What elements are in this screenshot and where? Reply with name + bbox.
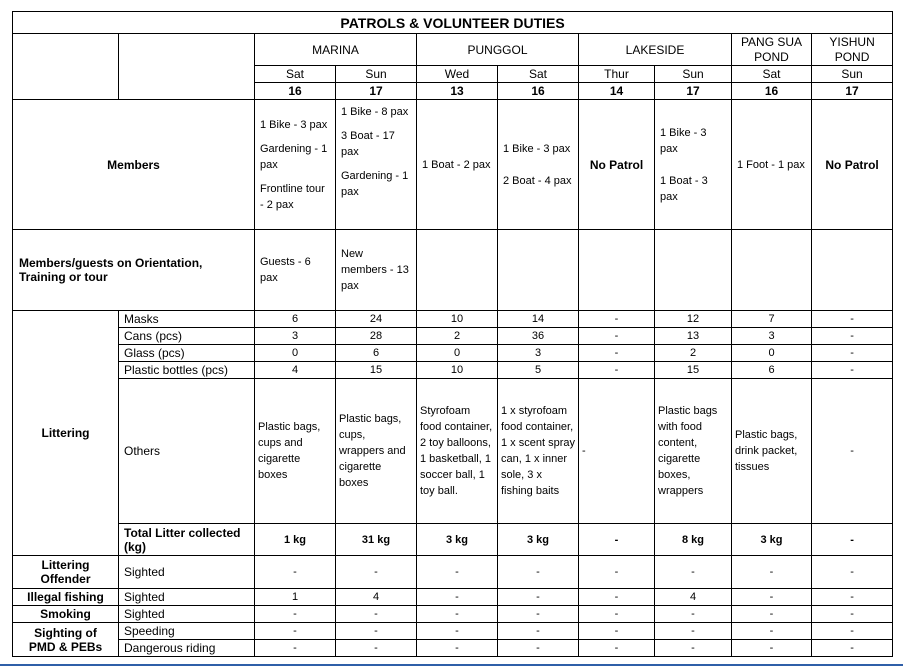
littering-offender-line2: Offender (40, 572, 91, 586)
others-cell: Styrofoam food container, 2 toy balloons, 1 basketball, 1 soccer ball, 1 toy ball. (417, 379, 498, 524)
members-entry: 1 Boat - 3 pax (660, 174, 708, 203)
cans-cell: 2 (417, 328, 498, 345)
glass-cell: 0 (732, 345, 812, 362)
plastic-bottles-cell: 4 (255, 362, 336, 379)
cans-cell: 28 (336, 328, 417, 345)
speeding-cell: - (579, 623, 655, 640)
glass-cell: 3 (498, 345, 579, 362)
date-cell: 17 (655, 83, 732, 100)
total-label-line1: Total Litter collected (124, 525, 241, 540)
speeding-label: Speeding (119, 623, 255, 640)
others-cell: - (579, 379, 655, 524)
fishing-cell: - (417, 589, 498, 606)
members-entry: 3 Boat - 17 pax (341, 130, 395, 158)
others-cell: Plastic bags, cups, wrappers and cigarette boxes (336, 379, 417, 524)
littering-offender-line1: Littering (41, 558, 90, 572)
members-label: Members (13, 100, 255, 230)
masks-cell: - (579, 311, 655, 328)
sighted-label: Sighted (119, 606, 255, 623)
offender-cell: - (655, 556, 732, 589)
cans-cell: 3 (732, 328, 812, 345)
offender-cell: - (579, 556, 655, 589)
plastic-bottles-cell: 15 (336, 362, 417, 379)
patrol-duties-table (12, 11, 893, 657)
dangerous-cell: - (579, 640, 655, 657)
smoking-cell: - (579, 606, 655, 623)
offender-cell: - (812, 556, 893, 589)
masks-label: Masks (119, 311, 255, 328)
orientation-label-line2: Training or tour (19, 270, 108, 284)
dangerous-cell: - (255, 640, 336, 657)
smoking-cell: - (655, 606, 732, 623)
masks-cell: 12 (655, 311, 732, 328)
fishing-cell: - (579, 589, 655, 606)
plastic-bottles-cell: 15 (655, 362, 732, 379)
others-cell: 1 x styrofoam food container, 1 x scent spray can, 1 x inner sole, 3 x fishing baits (498, 379, 579, 524)
date-cell: 16 (732, 83, 812, 100)
date-cell: 13 (417, 83, 498, 100)
location-yishun-line1: YISHUN (829, 34, 875, 49)
members-entry: 1 Bike - 8 pax (341, 106, 409, 118)
plastic-bottles-label: Plastic bottles (pcs) (119, 362, 255, 379)
fishing-cell: 4 (336, 589, 417, 606)
location-punggol: PUNGGOL (417, 34, 579, 66)
date-cell: 17 (336, 83, 417, 100)
date-cell: 16 (255, 83, 336, 100)
glass-cell: 2 (655, 345, 732, 362)
total-row (13, 524, 893, 556)
bottom-divider (0, 664, 903, 666)
glass-label: Glass (pcs) (119, 345, 255, 362)
littering-offender-row (13, 556, 893, 589)
dangerous-cell: - (812, 640, 893, 657)
glass-cell: 6 (336, 345, 417, 362)
speeding-cell: - (732, 623, 812, 640)
members-entry: Frontline tour - 2 pax (260, 182, 325, 211)
masks-cell: 10 (417, 311, 498, 328)
masks-cell: 6 (255, 311, 336, 328)
masks-row (13, 311, 893, 328)
speeding-cell: - (417, 623, 498, 640)
smoking-cell: - (732, 606, 812, 623)
littering-label: Littering (13, 311, 119, 556)
members-cell-lakeside-thur: No Patrol (579, 100, 655, 230)
glass-cell: 0 (255, 345, 336, 362)
fishing-cell: 1 (255, 589, 336, 606)
orientation-row (13, 230, 893, 311)
orientation-label-line1: Members/guests on Orientation, (19, 256, 203, 270)
masks-cell: 24 (336, 311, 417, 328)
duties-table-wrapper (12, 11, 892, 657)
page-title: PATROLS & VOLUNTEER DUTIES (13, 12, 893, 34)
total-cell: 3 kg (498, 524, 579, 556)
smoking-cell: - (336, 606, 417, 623)
members-cell-punggol-wed: 1 Boat - 2 pax (417, 100, 498, 230)
location-marina: MARINA (255, 34, 417, 66)
day-cell: Sun (336, 66, 417, 83)
orientation-cell-marina-sat: Guests - 6 pax (255, 230, 336, 311)
glass-cell: 0 (417, 345, 498, 362)
sighted-label: Sighted (119, 556, 255, 589)
header-blank-left (13, 34, 119, 100)
cans-cell: 13 (655, 328, 732, 345)
cans-cell: - (812, 328, 893, 345)
total-cell: 3 kg (732, 524, 812, 556)
total-cell: - (579, 524, 655, 556)
smoking-cell: - (812, 606, 893, 623)
others-cell: Plastic bags, cups and cigarette boxes (255, 379, 336, 524)
smoking-row (13, 606, 893, 623)
cans-cell: 36 (498, 328, 579, 345)
others-row (13, 379, 893, 524)
cans-row (13, 328, 893, 345)
offender-cell: - (417, 556, 498, 589)
cans-cell: 3 (255, 328, 336, 345)
others-cell: Plastic bags with food content, cigarette boxes, wrappers (655, 379, 732, 524)
fishing-cell: 4 (655, 589, 732, 606)
fishing-cell: - (812, 589, 893, 606)
offender-cell: - (732, 556, 812, 589)
speeding-cell: - (498, 623, 579, 640)
orientation-cell-marina-sun: New members - 13 pax (336, 230, 417, 311)
glass-row (13, 345, 893, 362)
orientation-cell-empty (579, 230, 655, 311)
date-cell: 14 (579, 83, 655, 100)
total-label-line2: (kg) (124, 539, 146, 554)
pmd-label-line1: Sighting of (34, 625, 97, 640)
members-cell-marina-sat (255, 100, 336, 230)
members-entry: 2 Boat - 4 pax (503, 174, 572, 187)
plastic-bottles-cell: 5 (498, 362, 579, 379)
members-entry: 1 Bike - 3 pax (503, 142, 571, 155)
fishing-cell: - (498, 589, 579, 606)
dangerous-cell: - (498, 640, 579, 657)
illegal-fishing-label: Illegal fishing (13, 589, 119, 606)
total-cell: 3 kg (417, 524, 498, 556)
masks-cell: 14 (498, 311, 579, 328)
title-row (13, 12, 893, 34)
glass-cell: - (812, 345, 893, 362)
date-cell: 17 (812, 83, 893, 100)
dangerous-cell: - (336, 640, 417, 657)
day-cell: Sat (732, 66, 812, 83)
speeding-row (13, 623, 893, 640)
members-cell-pangsua-sat: 1 Foot - 1 pax (732, 100, 812, 230)
orientation-cell-empty (812, 230, 893, 311)
speeding-cell: - (336, 623, 417, 640)
day-cell: Thur (579, 66, 655, 83)
plastic-bottles-cell: 10 (417, 362, 498, 379)
location-yishun-pond (812, 34, 893, 66)
dangerous-riding-label: Dangerous riding (119, 640, 255, 657)
location-yishun-line2: POND (834, 49, 870, 64)
members-cell-punggol-sat (498, 100, 579, 230)
speeding-cell: - (655, 623, 732, 640)
speeding-cell: - (812, 623, 893, 640)
location-lakeside: LAKESIDE (579, 34, 732, 66)
masks-cell: 7 (732, 311, 812, 328)
pmd-label-line2: PMD & PEBs (28, 639, 103, 654)
day-cell: Sat (498, 66, 579, 83)
location-pang-sua-line1: PANG SUA (740, 34, 803, 49)
offender-cell: - (336, 556, 417, 589)
masks-cell: - (812, 311, 893, 328)
smoking-cell: - (417, 606, 498, 623)
dangerous-cell: - (417, 640, 498, 657)
date-cell: 16 (498, 83, 579, 100)
fishing-cell: - (732, 589, 812, 606)
total-label (119, 524, 255, 556)
orientation-cell-empty (498, 230, 579, 311)
plastic-bottles-cell: - (579, 362, 655, 379)
others-label: Others (119, 379, 255, 524)
location-pang-sua-pond (732, 34, 812, 66)
others-cell: Plastic bags, drink packet, tissues (732, 379, 812, 524)
day-cell: Sun (812, 66, 893, 83)
littering-offender-label (13, 556, 119, 589)
orientation-cell-empty (655, 230, 732, 311)
plastic-bottles-row (13, 362, 893, 379)
members-entry: 1 Bike - 3 pax (660, 126, 707, 155)
members-cell-marina-sun (336, 100, 417, 230)
offender-cell: - (255, 556, 336, 589)
location-pang-sua-line2: POND (754, 49, 789, 64)
others-cell: - (812, 379, 893, 524)
pmd-label (13, 623, 119, 657)
smoking-label: Smoking (13, 606, 119, 623)
total-cell: 31 kg (336, 524, 417, 556)
offender-cell: - (498, 556, 579, 589)
orientation-label (13, 230, 255, 311)
orientation-cell-empty (732, 230, 812, 311)
plastic-bottles-cell: 6 (732, 362, 812, 379)
dangerous-cell: - (732, 640, 812, 657)
day-cell: Wed (417, 66, 498, 83)
plastic-bottles-cell: - (812, 362, 893, 379)
members-cell-lakeside-sun (655, 100, 732, 230)
cans-cell: - (579, 328, 655, 345)
dangerous-riding-row (13, 640, 893, 657)
smoking-cell: - (498, 606, 579, 623)
total-cell: - (812, 524, 893, 556)
header-blank-mid (119, 34, 255, 100)
sighted-label: Sighted (119, 589, 255, 606)
dangerous-cell: - (655, 640, 732, 657)
members-entry: 1 Bike - 3 pax (260, 118, 328, 131)
members-cell-yishun-sun: No Patrol (812, 100, 893, 230)
members-entry: Gardening - 1 pax (260, 142, 328, 171)
cans-label: Cans (pcs) (119, 328, 255, 345)
total-cell: 8 kg (655, 524, 732, 556)
orientation-cell-empty (417, 230, 498, 311)
members-entry: Gardening - 1 pax (341, 170, 409, 198)
location-header-row (13, 34, 893, 66)
members-row (13, 100, 893, 230)
glass-cell: - (579, 345, 655, 362)
day-cell: Sat (255, 66, 336, 83)
speeding-cell: - (255, 623, 336, 640)
illegal-fishing-row (13, 589, 893, 606)
total-cell: 1 kg (255, 524, 336, 556)
smoking-cell: - (255, 606, 336, 623)
day-cell: Sun (655, 66, 732, 83)
